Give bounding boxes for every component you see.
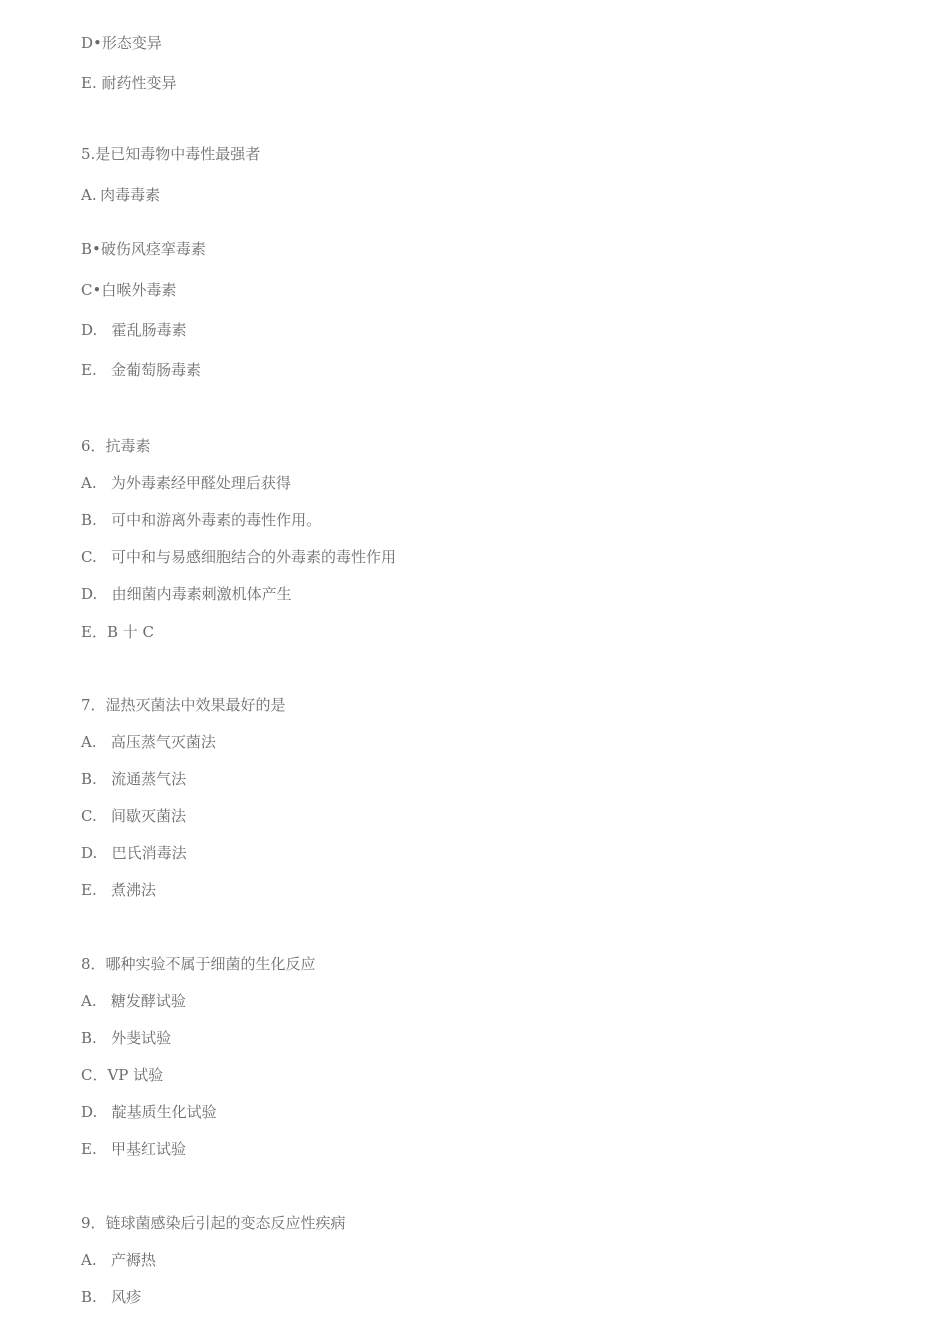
- option-b-q6: B. 可中和游离外毒素的毒性作用。: [81, 511, 322, 529]
- option-d-q8: D. 靛基质生化试验: [81, 1103, 217, 1121]
- option-c-q5: C•白喉外毒素: [81, 281, 177, 299]
- option-b-q8: B. 外斐试验: [81, 1029, 172, 1047]
- option-a-q9: A. 产褥热: [81, 1251, 156, 1269]
- question-6: 6．抗毒素: [81, 437, 151, 455]
- option-a-q6: A. 为外毒素经甲醛处理后获得: [81, 474, 291, 492]
- option-a-q8: A. 糖发酵试验: [81, 992, 186, 1010]
- question-9: 9．链球菌感染后引起的变态反应性疾病: [81, 1214, 346, 1232]
- option-e-q4: E. 耐药性变异: [81, 74, 177, 92]
- question-8: 8．哪种实验不属于细菌的生化反应: [81, 955, 316, 973]
- question-7: 7．湿热灭菌法中效果最好的是: [81, 696, 286, 714]
- option-d-q6: D. 由细菌内毒素刺激机体产生: [81, 585, 292, 603]
- option-e-q6: E．B 十 C: [81, 623, 154, 641]
- option-c-q6: C. 可中和与易感细胞结合的外毒素的毒性作用: [81, 548, 397, 566]
- option-d-q5: D. 霍乱肠毒素: [81, 321, 187, 339]
- option-c-q8: C．VP 试验: [81, 1066, 164, 1084]
- option-c-q7: C. 间歇灭菌法: [81, 807, 187, 825]
- option-e-q5: E. 金葡萄肠毒素: [81, 361, 202, 379]
- question-5: 5.是已知毒物中毒性最强者: [81, 145, 261, 163]
- option-a-q5: A. 肉毒毒素: [81, 186, 161, 204]
- option-d-q7: D. 巴氏消毒法: [81, 844, 187, 862]
- option-e-q7: E. 煮沸法: [81, 881, 157, 899]
- option-e-q8: E. 甲基红试验: [81, 1140, 187, 1158]
- option-b-q7: B. 流通蒸气法: [81, 770, 187, 788]
- option-a-q7: A. 高压蒸气灭菌法: [81, 733, 216, 751]
- option-d-q4: D•形态变异: [81, 34, 162, 52]
- option-b-q9: B. 风疹: [81, 1288, 142, 1306]
- option-b-q5: B•破伤风痉挛毒素: [81, 240, 206, 258]
